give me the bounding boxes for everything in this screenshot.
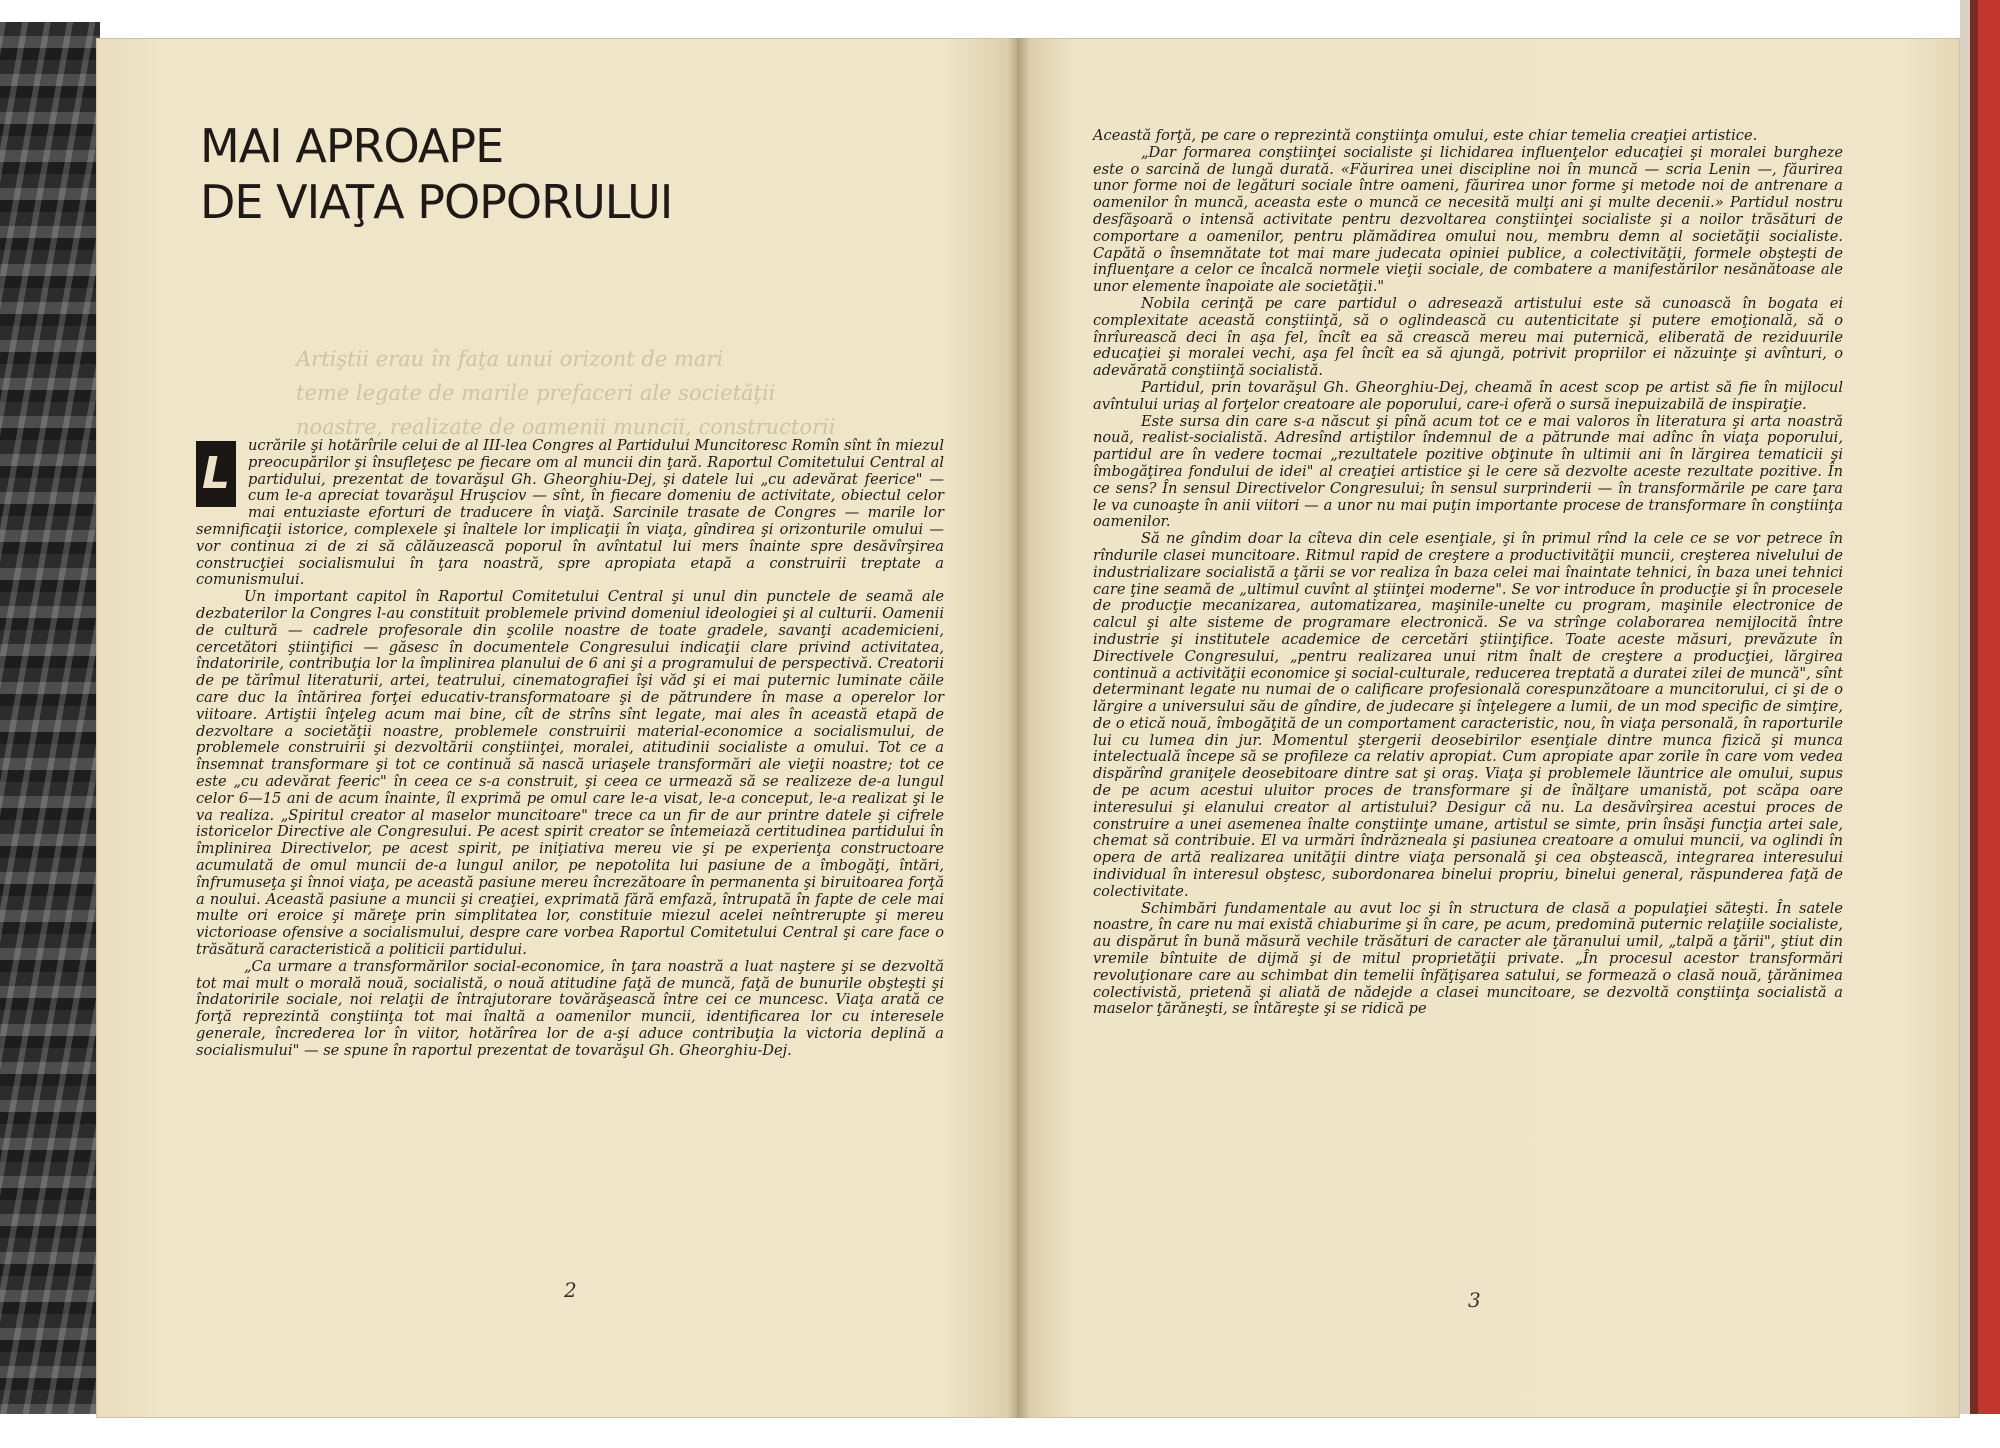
paragraph: „Dar formarea conştiinţei socialiste şi lichidarea influenţelor educaţiei şi moralei burgheze este o sarcină de lungă durată. «Făurirea unei discipline noi în muncă — scria Lenin —, făurirea unor forme noi de legături sociale între oameni, făurirea unor forme şi metode noi de antrenare a oamenilor în muncă, aceasta este o muncă ce necesită mulţi ani şi multe decenii.» Partidul nostru desfăşoară o intensă activitate pentru dezvoltarea conştiinţei socialiste şi a noilor trăsături de comportare a oamenilor, pentru plămădirea omului nou, membru demn al societăţii socialiste. Capătă o însemnătate tot mai mare judecata opiniei publice, a colectivităţii, formele obşteşti de influenţare a celor ce încalcă normele vieţii sociale, de combatere a manifestărilor nesănătoase ale unor elemente înapoiate ale societăţii." [1093,143,1843,296]
title-line-2: DE VIAŢA POPORULUI [200,175,673,229]
book-cover-left-edge [0,22,100,1448]
ghost-line: Artiştii erau în faţa unui orizont de mari [296,347,724,371]
paragraph: Să ne gîndim doar la cîteva din cele esenţiale, şi în primul rînd la cele ce se vor petrece în rîndurile clasei muncitoare. Ritmul rapid de creştere a productivităţii muncii, creşterea nivelului de industrializare socialistă a ţării se vor realiza în baza celei mai înaintate tehnici, în baza unei tehnici care ţine seamă de „ultimul cuvînt al ştiinţei moderne". Se vor introduce în producţie şi în procesele de producţie mecanizarea, automatizarea, maşinile-unelte cu program, maşinile electronice de calcul şi alte sisteme de programare electronică. Se va strînge colaborarea nemijlocită între industrie şi institutele academice de cercetări ştiinţifice. Toate aceste măsuri, prevăzute în Directivele Congresului, „pentru realizarea unui ritm înalt de creştere a producţiei, lărgirea continuă a activităţii economice şi social-culturale, reducerea treptată a duratei zilei de muncă", sînt determinant legate nu numai de o calificare profesională corespunzătoare a muncitorului, ci şi de o lărgire a universului său de gîndire, de judecare şi înţelegere a lumii, de un mod specific de simţire, de o etică nouă, îmbogăţită de un comportament caracteristic, nou, în viaţa personală, în raporturile lui cu lumea din jur. Momentul ştergerii deosebirilor esenţiale dintre munca fizică şi munca intelectuală începe să se profileze ca relativ apropiat. Cum apropiate apar zorile în care vom vedea dispărînd graniţele deosebitoare dintre sat şi oraş. Viaţa şi problemele lăuntrice ale omului, supus de pe acum acestui uluitor proces de transformare şi de înălţare umanistă, pot scăpa oare interesului şi elanului creator al artistului? Desigur că nu. La desăvîrşirea acestui proces de construire a unei asemenea înalte conştiinţe umane, artistul se simte, prin însăşi funcţia artei sale, chemat să contribuie. El va urmări îndrăzneala şi pasiunea creatoare a omului muncii, va oglindi în opera de artă realizarea unităţii dintre viaţa personală şi cea obştească, integrarea interesului individual în interesul obştesc, subordonarea binelui propriu, binelui general, răspunderea faţă de colectivitate. [1093,530,1843,900]
show-through-text [296,342,836,444]
page-number-left: 2 [564,1278,577,1302]
paragraph-text: ucrările şi hotărîrile celui de al III-lea Congres al Partidului Muncitoresc Romîn sînt în miezul preocupărilor şi însufleţesc pe fiecare om al muncii din ţară. Raportul Comitetului Central al partidului, prezentat de tovarăşul Gh. Gheorghiu-Dej, şi datele lui „cu adevărat feerice" — cum le-a apreciat tovarăşul Hruşciov — sînt, în fiecare domeniu de activitate, obiectul celor mai entuziaste eforturi de traducere în viaţă. Sarcinile trasate de Congres — marile lor semnificaţii istorice, complexele şi înaltele lor implicaţii în viaţa, gîndirea şi orizonturile omului — vor continua zi de zi să călăuzească poporul în avîntatul lui mers înainte spre desăvîrşirea construcţiei socialismului în ţara noastră, spre apropiata etapă a construirii treptate a comunismului. [196,437,944,589]
paragraph: „Ca urmare a transformărilor social-economice, în ţara noastră a luat naştere şi se dezvoltă tot mai mult o morală nouă, socialistă, o nouă atitudine faţă de muncă, faţă de bunurile obşteşti şi îndatoririle sociale, noi relaţii de întrajutorare tovărăşească între cei ce muncesc. Viaţa arată ce forţă reprezintă conştiinţa tot mai înaltă a oamenilor muncii, identificarea lor cu interesele generale, încrederea lor în viitor, hotărîrea lor de a-şi aduce contribuţia la victoria deplină a socialismului" — se spune în raportul prezentat de tovarăşul Gh. Gheorghiu-Dej. [196,957,944,1059]
background-band [0,1414,2000,1448]
ghost-line: teme legate de marile prefaceri ale societăţii [296,381,776,405]
page-number-right: 3 [1468,1288,1481,1312]
paragraph: Partidul, prin tovarăşul Gh. Gheorghiu-Dej, cheamă în acest scop pe artist să fie în mijlocul avîntului uriaş al forţelor creatoare ale poporului, care-i oferă o sursă inepuizabilă de inspiraţie. [1093,378,1843,413]
book-gutter [1008,38,1030,1418]
paragraph: Această forţă, pe care o reprezintă conştiinţa omului, este chiar temelia creaţiei artistice. [1093,127,1758,144]
title-line-1: MAI APROAPE [200,119,504,173]
paragraph: Este sursa din care s-a născut şi pînă acum tot ce e mai valoros în literatura şi arta noastră nouă, realist-socialistă. Adresînd artiştilor îndemnul de a pătrunde mai adînc în viaţa poporului, partidul are în vedere tocmai „rezultatele pozitive obţinute în ultimii ani în lărgirea tematicii şi îmbogăţirea fondului de idei" al creaţiei artistice şi le cere să dezvolte aceste rezultate pozitive. În ce sens? În sensul Directivelor Congresului; în sensul surprinderii — în transformările pe care ţara le va cunoaşte în anii viitori — a unor nu mai puţin importante procese de transformare în conştiinţa oamenilor. [1093,412,1843,531]
paragraph [196,438,944,589]
article-title [200,118,672,230]
left-page-body [196,438,944,1059]
paragraph: Nobila cerinţă pe care partidul o adresează artistului este să cunoască în bogata ei complexitate această conştiinţă, să o oglindească cu autenticitate şi putere emoţională, să o înrîurească deci în aşa fel, încît ea să crească mereu mai puternică, eliberată de reziduurile educaţiei şi moralei vechi, aşa fel încît ea să ajungă, potrivit propriilor ei năzuinţe şi avînturi, o adevărată conştiinţă socialistă. [1093,294,1843,380]
drop-cap: L [196,441,236,507]
paragraph: Un important capitol în Raportul Comitetului Central şi unul din punctele de seamă ale dezbaterilor la Congres l-au constituit problemele privind domeniul ideologiei şi al culturii. Oamenii de cultură — cadrele profesorale din şcolile noastre de toate gradele, savanţi academicieni, cercetători ştiinţifici — găsesc în documentele Congresului indicaţii clare privind activitatea, îndatoririle, contribuţia lor la împlinirea planului de 6 ani şi a programului de perspectivă. Creatorii de pe tărîmul literaturii, artei, teatrului, cinematografiei îşi văd şi ei mai puternic luminate căile care duc la întărirea forţei educativ-transformatoare şi de pătrundere în mase a operelor lor viitoare. Artiştii înţeleg acum mai bine, cît de strîns sînt legate, mai ales în această etapă de dezvoltare a societăţii noastre, problemele construirii material-economice a socialismului, de problemele construirii şi dezvoltării conştiinţei, moralei, atitudinii socialiste a omului. Tot ce a însemnat transformare şi tot ce continuă să nască uriaşele transformări ale vieţii noastre; tot ce este „cu adevărat feeric" în ceea ce s-a construit, şi ceea ce urmează să se realizeze de-a lungul celor 6—15 ani de acum înainte, îl exprimă pe omul care le-a visat, le-a conceput, le-a realizat şi le va realiza. „Spiritul creator al maselor muncitoare" trece ca un fir de aur printre datele şi cifrele istoricelor Directive ale Congresului. Pe acest spirit creator se întemeiază certitudinea partidului în împlinirea Directivelor, pe acest spirit, pe iniţiativa mereu vie şi pe experienţa constructoare acumulată de omul muncii de-a lungul anilor, pe nepotolita lui pasiune de a îmbogăţi, întări, înfrumuseţa şi înnoi viaţa, pe această pasiune mereu încrezătoare în permanenta şi biruitoarea forţă a noului. Această pasiune a muncii şi creaţiei, exprimată fără emfază, întrupată în fapte de cele mai multe ori eroice şi măreţe prin simplitatea lor, constituie miezul acelei neîntrerupte şi mereu victorioase ofensive a socialismului, despre care vorbea Raportul Comitetului Central şi care face o trăsătură caracteristică a politicii partidului. [196,588,944,958]
paragraph: Schimbări fundamentale au avut loc şi în structura de clasă a populaţiei săteşti. În satele noastre, în care nu mai există chiaburime şi în care, pe acum, predomină puternic relaţiile socialiste, au dispărut în bună măsură vechile trăsături de caracter ale ţăranului umil, „talpă a ţării", ştiut din vremile bîntuite de dijmă şi de mitul proprietăţii private. „În procesul acestor transformări revoluţionare care au schimbat din temelii înfăţişarea satului, se formează o clasă nouă, ţărănimea colectivistă, prietenă şi aliată de nădejde a clasei muncitoare, se dezvoltă conştiinţa socialistă a maselor ţărăneşti, se întăreşte şi se ridică pe [1093,899,1843,1018]
book-cover-right-edge [1960,0,2000,1448]
ghost-line: noastre, realizate de oamenii muncii, constructorii [296,415,836,439]
right-page-body [1093,128,1843,1018]
